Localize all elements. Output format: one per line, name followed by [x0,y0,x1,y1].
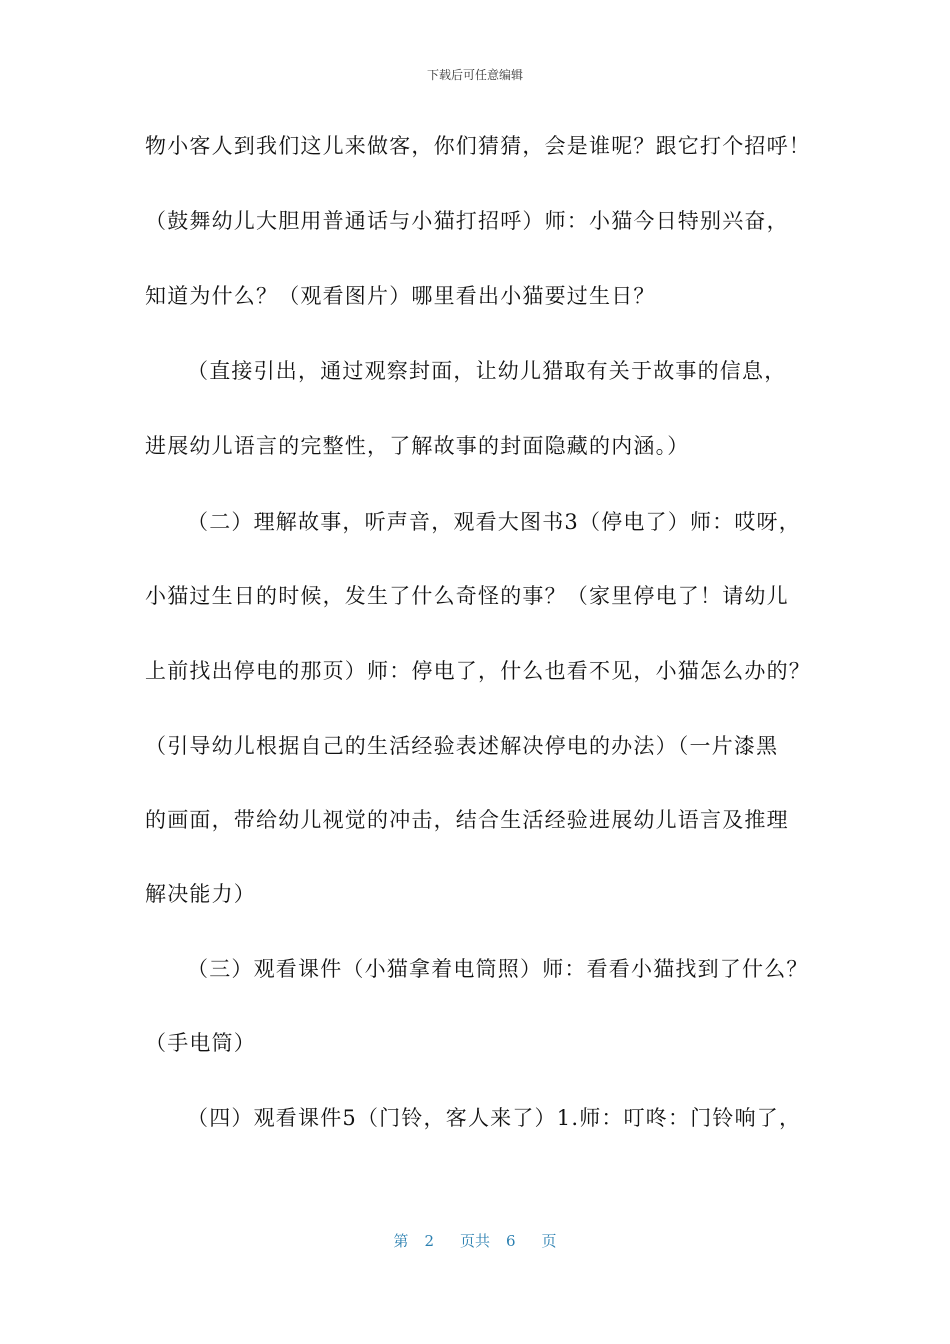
footer-middle: 页共 [459,1232,490,1250]
footer-prefix: 第 [393,1232,409,1250]
body-line: （二）理解故事，听声音，观看大图书3（停电了）师：哎呀， [187,510,801,534]
body-line: 上前找出停电的那页）师：停电了，什么也看不见，小猫怎么办的？ [145,659,811,683]
body-line: 知道为什么？（观看图片）哪里看出小猫要过生日？ [145,284,656,308]
body-line: （直接引出，通过观察封面，让幼儿猎取有关于故事的信息， [187,359,787,383]
body-line: 解决能力） [145,882,256,906]
body-line: （引导幼儿根据自己的生活经验表述解决停电的办法）（一片漆黑 [145,734,779,758]
body-line: （三）观看课件（小猫拿着电筒照）师：看看小猫找到了什么？ [187,957,809,981]
footer-current-page: 2 [424,1232,434,1250]
footer-suffix: 页 [541,1232,557,1250]
header-note: 下载后可任意编辑 [426,68,523,82]
body-line: 小猫过生日的时候，发生了什么奇怪的事？（家里停电了！请幼儿 [145,584,789,608]
page-footer [0,1230,950,1251]
body-line: 的画面，带给幼儿视觉的冲击，结合生活经验进展幼儿语言及推理 [145,808,789,832]
body-line: （鼓舞幼儿大胆用普通话与小猫打招呼）师：小猫今日特别兴奋， [145,209,789,233]
body-line: （手电筒） [145,1031,256,1055]
body-line: 进展幼儿语言的完整性，了解故事的封面隐藏的内涵。） [145,434,690,458]
footer-total-pages: 6 [506,1232,516,1250]
body-line: （四）观看课件5（门铃，客人来了）1.师：叮咚：门铃响了， [187,1106,802,1130]
body-line: 物小客人到我们这儿来做客，你们猜猜，会是谁呢？跟它打个招呼！ [145,134,811,158]
